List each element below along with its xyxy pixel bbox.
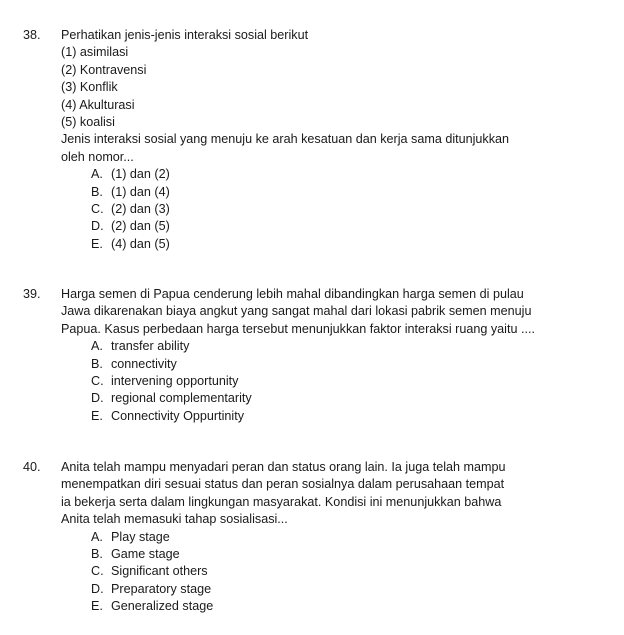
option-text: Connectivity Oppurtinity (111, 408, 244, 423)
question-text: Papua. Kasus perbedaan harga tersebut menunjukkan faktor interaksi ruang yaitu .... (61, 321, 535, 336)
option-text: regional complementarity (111, 391, 252, 406)
answer-option-b[interactable] (61, 546, 599, 563)
answer-option-b[interactable] (61, 184, 601, 201)
option-letter: C. (91, 564, 104, 579)
list-item: (2) Kontravensi (61, 62, 147, 77)
answer-option-a[interactable] (61, 529, 599, 546)
answer-option-d[interactable] (61, 581, 599, 598)
option-letter: B. (91, 547, 103, 562)
option-letter: B. (91, 184, 103, 199)
option-text: Preparatory stage (111, 581, 212, 596)
answer-option-e[interactable] (61, 408, 599, 425)
question-text: Anita telah mampu menyadari peran dan status orang lain. Ia juga telah mampu (61, 460, 506, 474)
option-letter: D. (91, 219, 104, 234)
answer-option-c[interactable] (61, 563, 599, 580)
option-letter: A. (91, 529, 103, 544)
question-text: Perhatikan jenis-jenis interaksi sosial berikut (61, 28, 309, 42)
question-text: oleh nomor... (61, 149, 134, 164)
question-text: ia bekerja serta dalam lingkungan masyarakat. Kondisi ini menunjukkan bahwa (61, 494, 502, 509)
option-letter: E. (91, 408, 103, 423)
option-letter: C. (91, 374, 104, 389)
option-text: (1) dan (2) (111, 167, 170, 182)
question-number: 40. (23, 460, 41, 474)
option-text: connectivity (111, 356, 177, 371)
question-text: Anita telah memasuki tahap sosialisasi... (61, 512, 288, 527)
answer-option-c[interactable] (61, 201, 601, 218)
option-text: Play stage (111, 529, 170, 544)
option-letter: D. (91, 581, 104, 596)
option-letter: D. (91, 391, 104, 406)
option-text: Game stage (111, 547, 180, 562)
option-letter: E. (91, 599, 103, 614)
answer-option-a[interactable] (61, 166, 601, 183)
option-letter: E. (91, 236, 103, 251)
answer-option-e[interactable] (61, 236, 601, 253)
answer-option-d[interactable] (61, 218, 601, 235)
option-text: (2) dan (3) (111, 202, 170, 217)
option-text: Generalized stage (111, 599, 214, 614)
list-item: (3) Konflik (61, 80, 118, 95)
question-text: Harga semen di Papua cenderung lebih mahal dibandingkan harga semen di pulau (61, 287, 524, 301)
answer-option-e[interactable] (61, 598, 599, 615)
question-body (61, 459, 599, 616)
option-text: (4) dan (5) (111, 236, 170, 251)
answer-option-d[interactable] (61, 390, 599, 407)
question-number: 38. (23, 28, 41, 42)
answer-option-b[interactable] (61, 356, 599, 373)
option-letter: C. (91, 202, 104, 217)
question-text: Jenis interaksi sosial yang menuju ke arah kesatuan dan kerja sama ditunjukkan (61, 132, 510, 147)
list-item: (1) asimilasi (61, 45, 129, 60)
question-number: 39. (23, 287, 41, 301)
question-text: menempatkan diri sesuai status dan peran sosialnya dalam perusahaan tempat (61, 477, 505, 492)
question-text: Jawa dikarenakan biaya angkut yang sangat mahal dari lokasi pabrik semen menuju (61, 304, 532, 319)
list-item: (5) koalisi (61, 115, 115, 130)
option-text: intervening opportunity (111, 374, 239, 389)
option-letter: A. (91, 339, 103, 354)
option-text: (1) dan (4) (111, 184, 170, 199)
option-text: (2) dan (5) (111, 219, 170, 234)
option-letter: B. (91, 356, 103, 371)
question-body (61, 27, 601, 253)
answer-option-c[interactable] (61, 373, 599, 390)
list-item: (4) Akulturasi (61, 97, 135, 112)
question-body (61, 286, 599, 425)
option-letter: A. (91, 167, 103, 182)
option-text: Significant others (111, 564, 208, 579)
answer-option-a[interactable] (61, 338, 599, 355)
option-text: transfer ability (111, 339, 190, 354)
